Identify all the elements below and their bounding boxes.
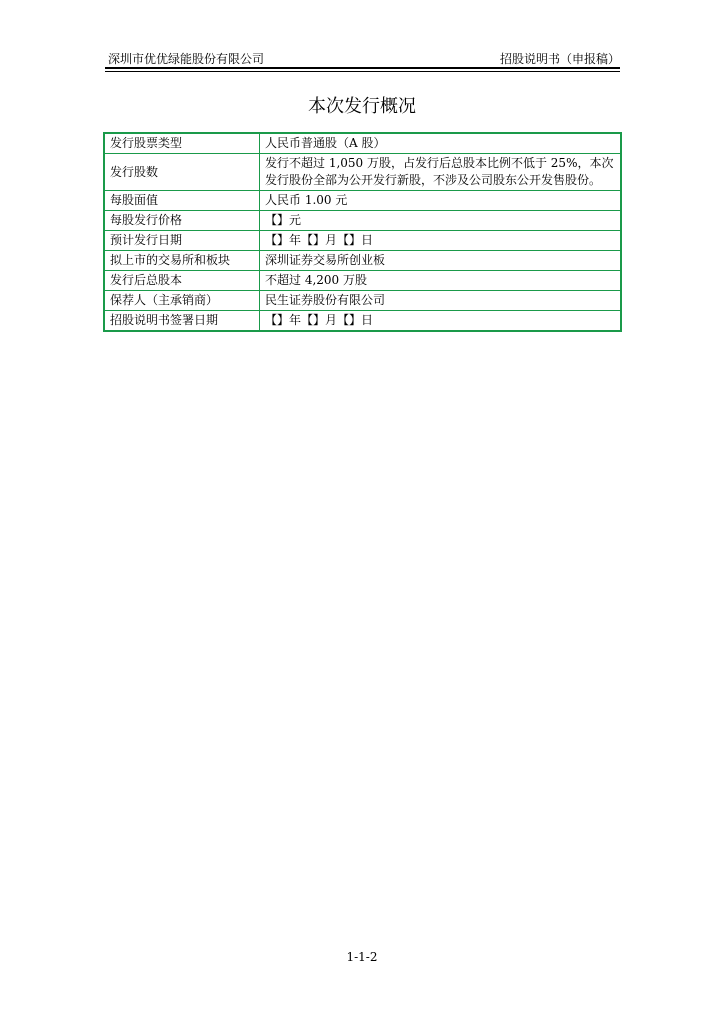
- row-value: 【】年【】月【】日: [260, 311, 622, 332]
- row-label: 每股发行价格: [104, 211, 260, 231]
- row-value: 【】元: [260, 211, 622, 231]
- row-value: 人民币普通股（A 股）: [260, 133, 622, 154]
- offering-overview-table: [103, 132, 622, 332]
- row-label: 发行股票类型: [104, 133, 260, 154]
- row-value: 不超过 4,200 万股: [260, 271, 622, 291]
- row-label: 预计发行日期: [104, 231, 260, 251]
- row-value: 民生证券股份有限公司: [260, 291, 622, 311]
- row-label: 发行后总股本: [104, 271, 260, 291]
- table-row: [104, 271, 621, 291]
- table-row: [104, 133, 621, 154]
- page-header: [108, 50, 620, 68]
- page-number: 1-1-2: [346, 950, 378, 964]
- row-value: 【】年【】月【】日: [260, 231, 622, 251]
- row-value: 发行不超过 1,050 万股，占发行后总股本比例不低于 25%，本次发行股份全部为公开发行新股，不涉及公司股东公开发售股份。: [260, 154, 622, 191]
- table-row: [104, 231, 621, 251]
- header-company-name: 深圳市优优绿能股份有限公司: [108, 52, 265, 66]
- row-label: 保荐人（主承销商）: [104, 291, 260, 311]
- table-row: [104, 251, 621, 271]
- header-document-type: 招股说明书（申报稿）: [499, 52, 620, 66]
- row-label: 拟上市的交易所和板块: [104, 251, 260, 271]
- header-rule-thin: [105, 71, 620, 72]
- row-label: 招股说明书签署日期: [104, 311, 260, 332]
- table-row: [104, 291, 621, 311]
- row-value: 深圳证券交易所创业板: [260, 251, 622, 271]
- table-row: [104, 154, 621, 191]
- table-row: [104, 191, 621, 211]
- page-title: 本次发行概况: [308, 96, 416, 117]
- row-value: 人民币 1.00 元: [260, 191, 622, 211]
- header-rule-thick: [105, 67, 620, 69]
- table-row: [104, 211, 621, 231]
- table-row: [104, 311, 621, 332]
- row-label: 发行股数: [104, 154, 260, 191]
- row-label: 每股面值: [104, 191, 260, 211]
